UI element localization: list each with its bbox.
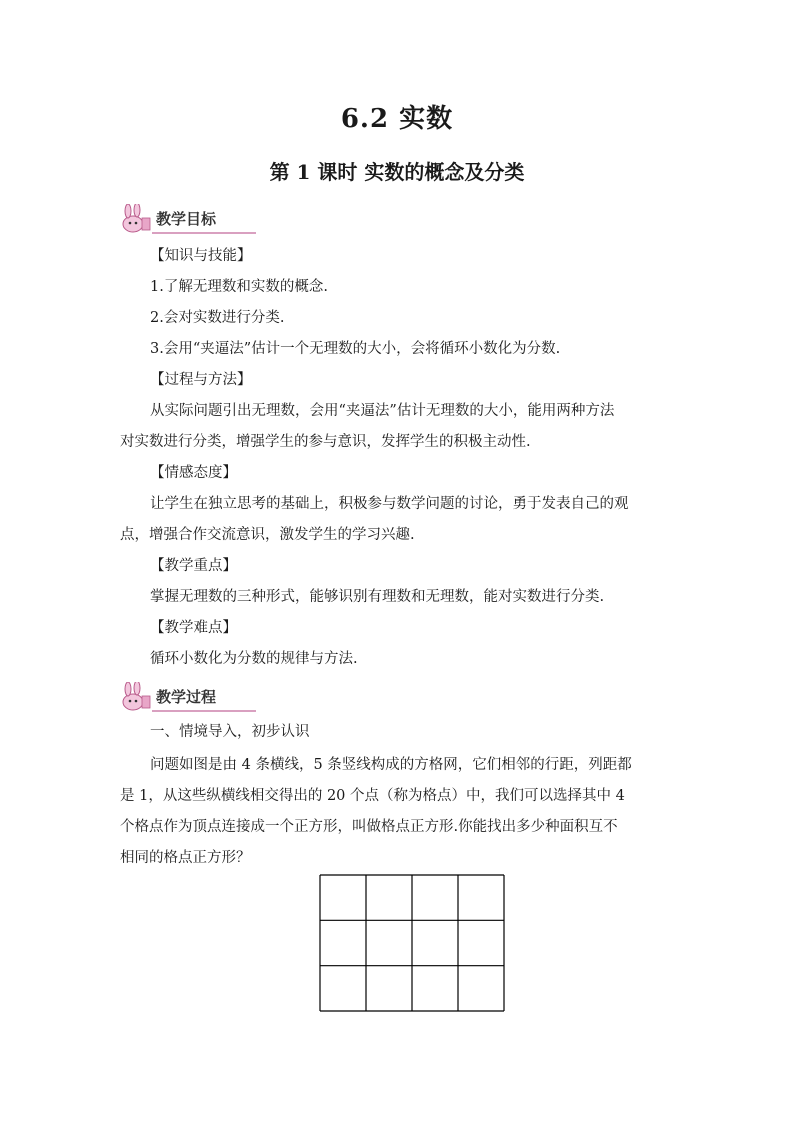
process-heading: 【过程与方法】	[150, 372, 252, 388]
process-banner-label: 教学过程	[156, 688, 217, 706]
process-text-1: 从实际问题引出无理数，会用“夹逼法”估计无理数的大小，能用两种方法	[150, 403, 615, 419]
problem-text-2: 是 1，从这些纵横线相交得出的 20 个点（称为格点）中，我们可以选择其中 4	[120, 788, 625, 804]
attitude-text-1: 让学生在独立思考的基础上，积极参与数学问题的讨论，勇于发表自己的观	[150, 496, 629, 512]
objectives-banner-label: 教学目标	[156, 210, 217, 228]
key-point-text: 掌握无理数的三种形式，能够识别有理数和无理数，能对实数进行分类.	[150, 589, 605, 605]
banner-underline	[152, 232, 256, 234]
key-point-heading: 【教学重点】	[150, 558, 237, 574]
step-heading: 一、情境导入，初步认识	[150, 724, 310, 740]
objectives-banner	[118, 204, 258, 234]
difficulty-text: 循环小数化为分数的规律与方法.	[150, 651, 358, 667]
problem-text-3: 个格点作为顶点连接成一个正方形，叫做格点正方形.你能找出多少种面积互不	[120, 819, 618, 835]
knowledge-item-2: 2.会对实数进行分类.	[150, 310, 285, 326]
difficulty-heading: 【教学难点】	[150, 620, 237, 636]
bunny-icon	[118, 204, 152, 234]
lesson-subtitle: 第 1 课时 实数的概念及分类	[269, 160, 525, 184]
problem-text-4: 相同的格点正方形？	[120, 850, 251, 866]
grid-figure	[319, 874, 505, 1012]
problem-text-1: 问题如图是由 4 条横线，5 条竖线构成的方格网，它们相邻的行距，列距都	[150, 757, 632, 773]
banner-underline	[152, 710, 256, 712]
knowledge-item-3: 3.会用“夹逼法”估计一个无理数的大小，会将循环小数化为分数.	[150, 341, 561, 357]
bunny-icon	[118, 682, 152, 712]
knowledge-heading: 【知识与技能】	[150, 248, 252, 264]
knowledge-item-1: 1.了解无理数和实数的概念.	[150, 279, 328, 295]
attitude-text-2: 点，增强合作交流意识，激发学生的学习兴趣.	[120, 527, 415, 543]
process-banner	[118, 682, 258, 712]
page-title: 6.2 实数	[340, 104, 454, 134]
attitude-heading: 【情感态度】	[150, 465, 237, 481]
process-text-2: 对实数进行分类，增强学生的参与意识，发挥学生的积极主动性.	[120, 434, 531, 450]
